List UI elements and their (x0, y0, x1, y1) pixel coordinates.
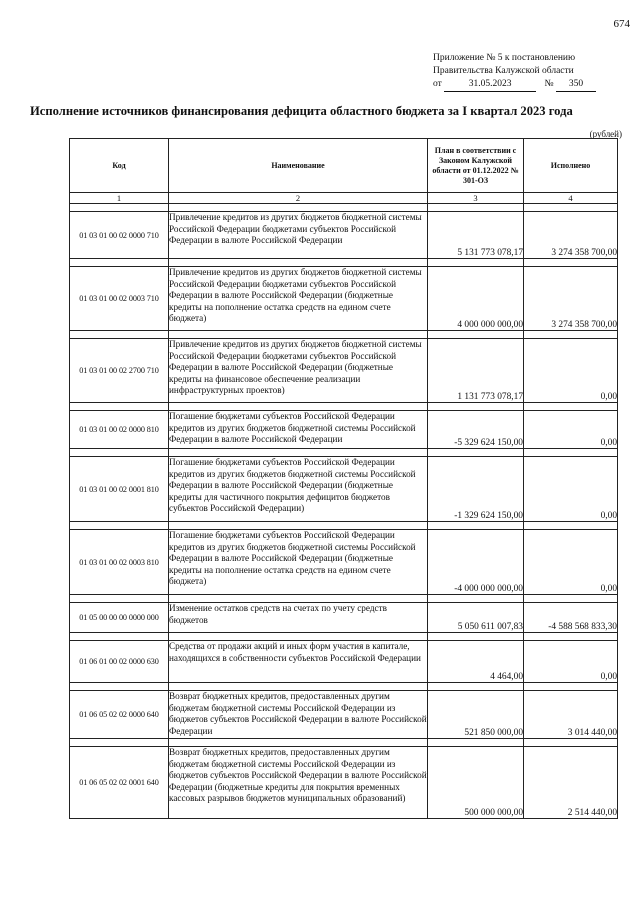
column-number: 2 (169, 193, 428, 204)
code-cell: 01 06 05 02 02 0001 640 (70, 747, 169, 819)
spacer-cell (428, 522, 524, 530)
spacer-cell (70, 683, 169, 691)
spacer-cell (169, 259, 428, 267)
spacer-cell (169, 595, 428, 603)
name-cell: Погашение бюджетами субъектов Российской Федерации кредитов из других бюджетов бюджетной системы Российской Федерации в валюте Российской Федерации (бюджетные кредиты на пополнение остатка средств на едином счете бюджета) (169, 530, 428, 595)
table-row (70, 641, 618, 683)
row-spacer (70, 403, 618, 411)
column-number: 3 (428, 193, 524, 204)
plan-cell: 5 131 773 078,17 (428, 212, 524, 259)
plan-cell: -1 329 624 150,00 (428, 457, 524, 522)
spacer-cell (169, 683, 428, 691)
table-row (70, 530, 618, 595)
name-cell: Привлечение кредитов из других бюджетов бюджетной системы Российской Федерации бюджетами субъектов Российской Федерации в валюте Российской Федерации (169, 212, 428, 259)
code-cell: 01 03 01 00 02 0003 710 (70, 267, 169, 331)
spacer-cell (70, 259, 169, 267)
code-cell: 01 03 01 00 02 0001 810 (70, 457, 169, 522)
spacer-cell (428, 449, 524, 457)
table-row (70, 603, 618, 633)
spacer-cell (70, 739, 169, 747)
spacer-cell (428, 739, 524, 747)
code-cell: 01 05 00 00 00 0000 000 (70, 603, 169, 633)
column-number: 1 (70, 193, 169, 204)
spacer-cell (428, 204, 524, 212)
plan-cell: -4 000 000 000,00 (428, 530, 524, 595)
spacer-cell (70, 595, 169, 603)
executed-cell: 3 274 358 700,00 (524, 267, 618, 331)
appendix-line-2: Правительства Калужской области (433, 66, 574, 76)
spacer-cell (428, 259, 524, 267)
spacer-cell (428, 683, 524, 691)
header-row (70, 139, 618, 193)
row-spacer (70, 331, 618, 339)
appendix-date-line (433, 78, 596, 92)
decree-date: 31.05.2023 (444, 78, 536, 92)
sources-table (69, 138, 618, 819)
appendix-header (433, 52, 596, 92)
spacer-cell (428, 595, 524, 603)
executed-cell: -4 588 568 833,30 (524, 603, 618, 633)
row-spacer (70, 522, 618, 530)
spacer-cell (169, 204, 428, 212)
spacer-cell (428, 331, 524, 339)
spacer-cell (524, 449, 618, 457)
appendix-line-1: Приложение № 5 к постановлению (433, 53, 576, 63)
name-cell: Привлечение кредитов из других бюджетов бюджетной системы Российской Федерации бюджетами субъектов Российской Федерации в валюте Российской Федерации (бюджетные кредиты на пополнение остатка средств на едином счете бюджета) (169, 267, 428, 331)
header-name: Наименование (169, 139, 428, 193)
executed-cell: 0,00 (524, 339, 618, 403)
table-body (70, 204, 618, 819)
spacer-cell (524, 403, 618, 411)
spacer-cell (169, 633, 428, 641)
spacer-cell (169, 449, 428, 457)
spacer-cell (524, 259, 618, 267)
document-title: Исполнение источников финансирования дефицита областного бюджета за I квартал 2023 года (30, 104, 573, 118)
spacer-cell (70, 633, 169, 641)
spacer-cell (70, 403, 169, 411)
spacer-cell (524, 683, 618, 691)
code-cell: 01 03 01 00 02 0000 810 (70, 411, 169, 449)
plan-cell: 4 000 000 000,00 (428, 267, 524, 331)
date-prefix: от (433, 79, 442, 89)
spacer-cell (524, 204, 618, 212)
spacer-cell (428, 403, 524, 411)
plan-cell: 500 000 000,00 (428, 747, 524, 819)
code-cell: 01 06 01 00 02 0000 630 (70, 641, 169, 683)
table-row (70, 339, 618, 403)
column-number: 4 (524, 193, 618, 204)
row-spacer (70, 449, 618, 457)
name-cell: Изменение остатков средств на счетах по учету средств бюджетов (169, 603, 428, 633)
name-cell: Погашение бюджетами субъектов Российской Федерации кредитов из других бюджетов бюджетной системы Российской Федерации в валюте Российской Федерации (бюджетные кредиты для частичного покрытия дефицитов бюджетов субъектов Российской Федерации) (169, 457, 428, 522)
table-row (70, 691, 618, 739)
table-row (70, 212, 618, 259)
table-row (70, 267, 618, 331)
row-spacer (70, 683, 618, 691)
name-cell: Привлечение кредитов из других бюджетов бюджетной системы Российской Федерации бюджетами субъектов Российской Федерации в валюте Российской Федерации (бюджетные кредиты на финансовое обеспечение реализации инфраструктурных проектов) (169, 339, 428, 403)
plan-cell: 1 131 773 078,17 (428, 339, 524, 403)
spacer-cell (428, 633, 524, 641)
row-spacer (70, 204, 618, 212)
header-executed: Исполнено (524, 139, 618, 193)
executed-cell: 3 274 358 700,00 (524, 212, 618, 259)
spacer-cell (524, 522, 618, 530)
table-row (70, 411, 618, 449)
table-row (70, 747, 618, 819)
table-row (70, 457, 618, 522)
code-cell: 01 06 05 02 02 0000 640 (70, 691, 169, 739)
plan-cell: 4 464,00 (428, 641, 524, 683)
executed-cell: 0,00 (524, 457, 618, 522)
row-spacer (70, 633, 618, 641)
name-cell: Возврат бюджетных кредитов, предоставленных другим бюджетам бюджетной системы Российской Федерации из бюджетов субъектов Российской Федерации в валюте Российской Федерации (169, 691, 428, 739)
row-spacer (70, 595, 618, 603)
column-number-row (70, 193, 618, 204)
page-number: 674 (613, 18, 630, 30)
row-spacer (70, 259, 618, 267)
header-plan: План в соответствии с Законом Калужской области от 01.12.2022 № 301-ОЗ (428, 139, 524, 193)
spacer-cell (169, 522, 428, 530)
code-cell: 01 03 01 00 02 2700 710 (70, 339, 169, 403)
header-code: Код (70, 139, 169, 193)
spacer-cell (524, 331, 618, 339)
units-label: (рублей) (589, 129, 622, 139)
code-cell: 01 03 01 00 02 0003 810 (70, 530, 169, 595)
executed-cell: 0,00 (524, 641, 618, 683)
spacer-cell (169, 739, 428, 747)
spacer-cell (524, 739, 618, 747)
executed-cell: 2 514 440,00 (524, 747, 618, 819)
name-cell: Возврат бюджетных кредитов, предоставленных другим бюджетам бюджетной системы Российской Федерации из бюджетов субъектов Российской Федерации в валюте Российской Федерации (бюджетные кредиты для покрытия временных кассовых разрывов бюджетов муниципальных образований) (169, 747, 428, 819)
executed-cell: 3 014 440,00 (524, 691, 618, 739)
spacer-cell (70, 204, 169, 212)
spacer-cell (169, 403, 428, 411)
plan-cell: 521 850 000,00 (428, 691, 524, 739)
plan-cell: -5 329 624 150,00 (428, 411, 524, 449)
decree-number: 350 (556, 78, 596, 92)
spacer-cell (169, 331, 428, 339)
spacer-cell (524, 595, 618, 603)
plan-cell: 5 050 611 007,83 (428, 603, 524, 633)
code-cell: 01 03 01 00 02 0000 710 (70, 212, 169, 259)
spacer-cell (70, 331, 169, 339)
name-cell: Погашение бюджетами субъектов Российской Федерации кредитов из других бюджетов бюджетной системы Российской Федерации в валюте Российской Федерации (169, 411, 428, 449)
spacer-cell (70, 522, 169, 530)
spacer-cell (70, 449, 169, 457)
name-cell: Средства от продажи акций и иных форм участия в капитале, находящихся в собственности субъектов Российской Федерации (169, 641, 428, 683)
executed-cell: 0,00 (524, 411, 618, 449)
number-prefix: № (544, 79, 554, 89)
spacer-cell (524, 633, 618, 641)
row-spacer (70, 739, 618, 747)
executed-cell: 0,00 (524, 530, 618, 595)
